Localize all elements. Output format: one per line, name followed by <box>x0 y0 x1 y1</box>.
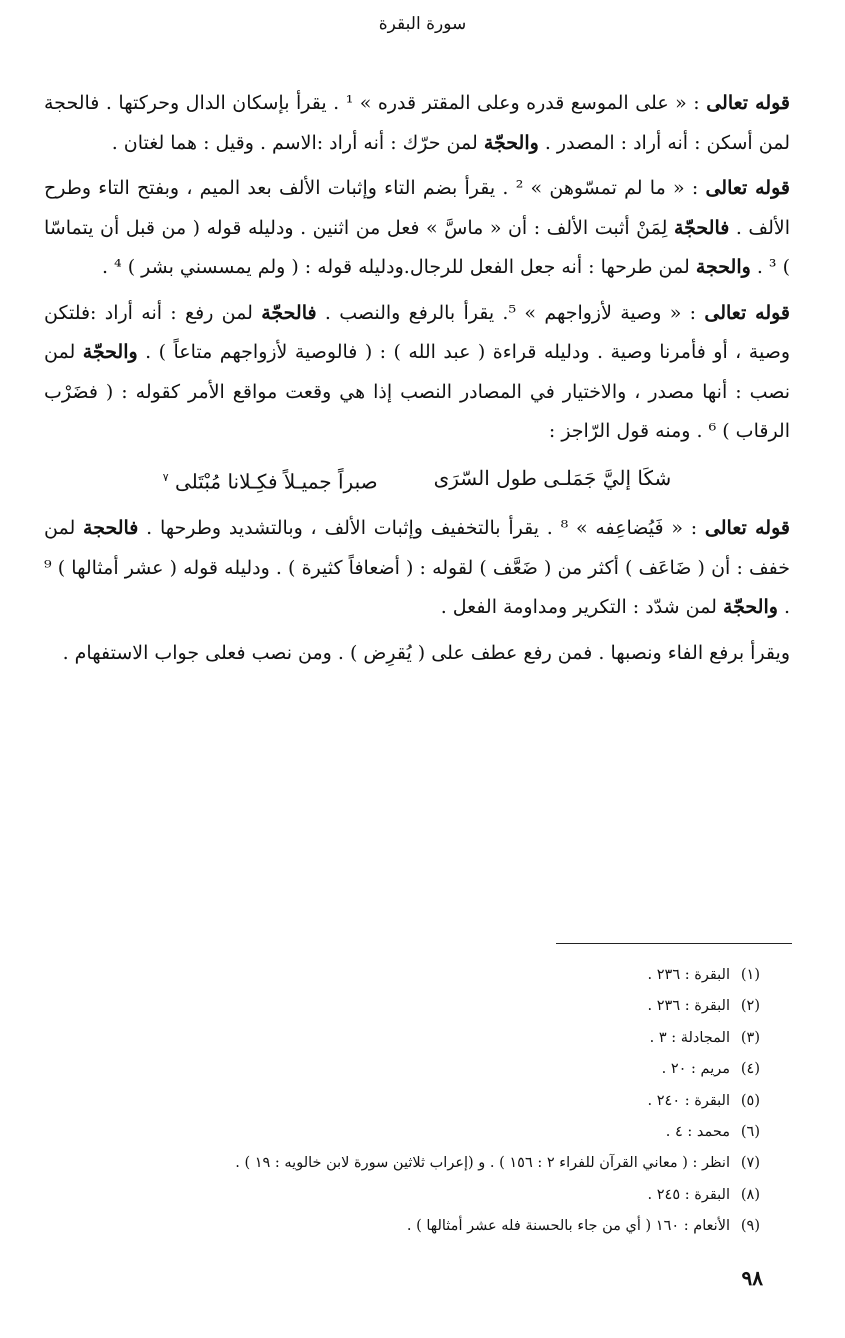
lead-phrase: قوله تعالى <box>704 517 790 540</box>
footnote-number: (٩) <box>740 1218 760 1235</box>
bold-term: فالحجّة <box>673 216 730 239</box>
running-header: سورة البقرة <box>378 14 467 34</box>
footnote-number: (٨) <box>740 1186 760 1203</box>
paragraph-text: لمن رفع : أنه أراد :فلتكن وصية ، أو فأمرنا وصية . ودليله قراءة ( عبد الله ) : ( فالوصية لأزواجهم متاعاً ) . <box>44 301 790 363</box>
footnote-text: البقرة : ٢٣٦ . <box>647 998 730 1015</box>
paragraph-text: لمن خفف : أن ( ضَاعَف ) أكثر من ( ضَعَّف ) لقوله : ( أضعافاً كثيرة ) . ودليله قوله ( عشر أمثالها ) ⁹ . <box>44 517 790 619</box>
footnote <box>120 960 760 991</box>
footnote-number: (١) <box>740 967 760 983</box>
lead-phrase: قوله تعالى <box>705 177 790 199</box>
paragraph-3 <box>44 294 790 452</box>
paragraph-5 <box>44 634 790 674</box>
footnote-text: الأنعام : ١٦٠ ( أي من جاء بالحسنة فله عشر أمثالها ) . <box>406 1218 730 1235</box>
footnote <box>120 1180 760 1211</box>
footnote-number: (٥) <box>740 1092 760 1109</box>
bold-term: والحجّة <box>722 596 778 619</box>
bold-term: والحجة <box>695 256 751 278</box>
footnote-text: البقرة : ٢٤٠ . <box>647 1092 730 1109</box>
page-number: ٩٨ <box>741 1266 763 1290</box>
footnote-number: (٤) <box>740 1061 760 1078</box>
paragraph-text: لمن طرحها : أنه جعل الفعل للرجال.ودليله قوله : ( ولم يمسسني بشر ) ⁴ . <box>101 256 696 278</box>
paragraph-text: لمن حرّك : أنه أراد :الاسم . وقيل : هما لغتان . <box>111 131 484 154</box>
footnote-number: (٦) <box>740 1124 760 1141</box>
bold-term: والحجّة <box>483 131 539 154</box>
lead-phrase: قوله تعالى <box>704 301 791 324</box>
footnote-number: (٧) <box>740 1155 760 1172</box>
footnote <box>120 1086 760 1117</box>
footnote-number: (٢) <box>740 998 760 1015</box>
footnote-divider <box>556 943 792 944</box>
footnote <box>120 1211 760 1242</box>
paragraph-text: : « وصية لأزواجهم » ⁵. يقرأ بالرفع والنصب . <box>316 301 705 324</box>
paragraph-text: ويقرأ برفع الفاء ونصبها . فمن رفع عطف على ( يُقرِض ) . ومن نصب فعلى جواب الاستفهام . <box>62 641 790 664</box>
footnote <box>120 1148 760 1179</box>
main-text <box>44 84 790 679</box>
paragraph-text: لمن شدّد : التكرير ومداومة الفعل . <box>440 596 723 619</box>
poetry-verse <box>44 458 790 502</box>
paragraph-2 <box>44 169 790 288</box>
paragraph-text: لِمَنْ أثبت الألف : أن « ماسَّ » فعل من اثنين . ودليله قوله ( من قبل أن يتماسّا ) ³ . <box>44 216 790 278</box>
footnote <box>120 1023 760 1054</box>
footnote-marker: ٧ <box>162 470 169 484</box>
footnote-text: انظر : ( معاني القرآن للفراء ٢ : ١٥٦ ) . و (إعراب ثلاثين سورة لابن خالويه : ١٩ ) . <box>235 1155 730 1172</box>
footnote <box>120 991 760 1022</box>
verse-second-hemistich: صبراً جميـلاً فكِـلانا مُبْتَلى $^٧$ <box>162 469 378 494</box>
bold-term: فالحجة <box>83 517 139 540</box>
footnote-number: (٣) <box>740 1029 760 1046</box>
footnotes <box>120 960 760 1243</box>
paragraph-text: : « ما لم تمسّوهن » ² . يقرأ بضم التاء وإثبات الألف بعد الميم ، وبفتح التاء وطرح الألف . <box>44 177 790 239</box>
verse-first-hemistich: شكَا إليَّ جَمَلـى طول السّرَى <box>433 465 672 490</box>
paragraph-text: : « فَيُضاعِفه » ⁸ . يقرأ بالتخفيف وإثبات الألف ، وبالتشديد وطرحها . <box>138 517 705 540</box>
footnote-text: البقرة : ٢٣٦ . <box>647 967 730 983</box>
paragraph-4 <box>44 509 790 628</box>
paragraph-1 <box>44 84 790 163</box>
paragraph-text: : « على الموسع قدره وعلى المقتر قدره » ¹ . يقرأ بإسكان الدال وحركتها . فالحجة لمن أسكن : أنه أراد : المصدر . <box>44 92 790 154</box>
bold-term: فالحجّة <box>261 301 317 324</box>
footnote-text: محمد : ٤ . <box>665 1124 730 1141</box>
footnote <box>120 1117 760 1148</box>
footnote-text: مريم : ٢٠ . <box>661 1061 730 1078</box>
lead-phrase: قوله تعالى <box>706 92 791 114</box>
footnote-text: المجادلة : ٣ . <box>649 1029 730 1046</box>
footnote-text: البقرة : ٢٤٥ . <box>647 1186 730 1203</box>
paragraph-text: لمن نصب : أنها مصدر ، والاختيار في المصادر النصب إذا هي وقعت مواقع الأمر كقوله : ( فضَرْب الرقاب ) ⁶ . ومنه قول الرّاجز : <box>44 341 790 442</box>
bold-term: والحجّة <box>82 341 138 363</box>
footnote <box>120 1054 760 1085</box>
